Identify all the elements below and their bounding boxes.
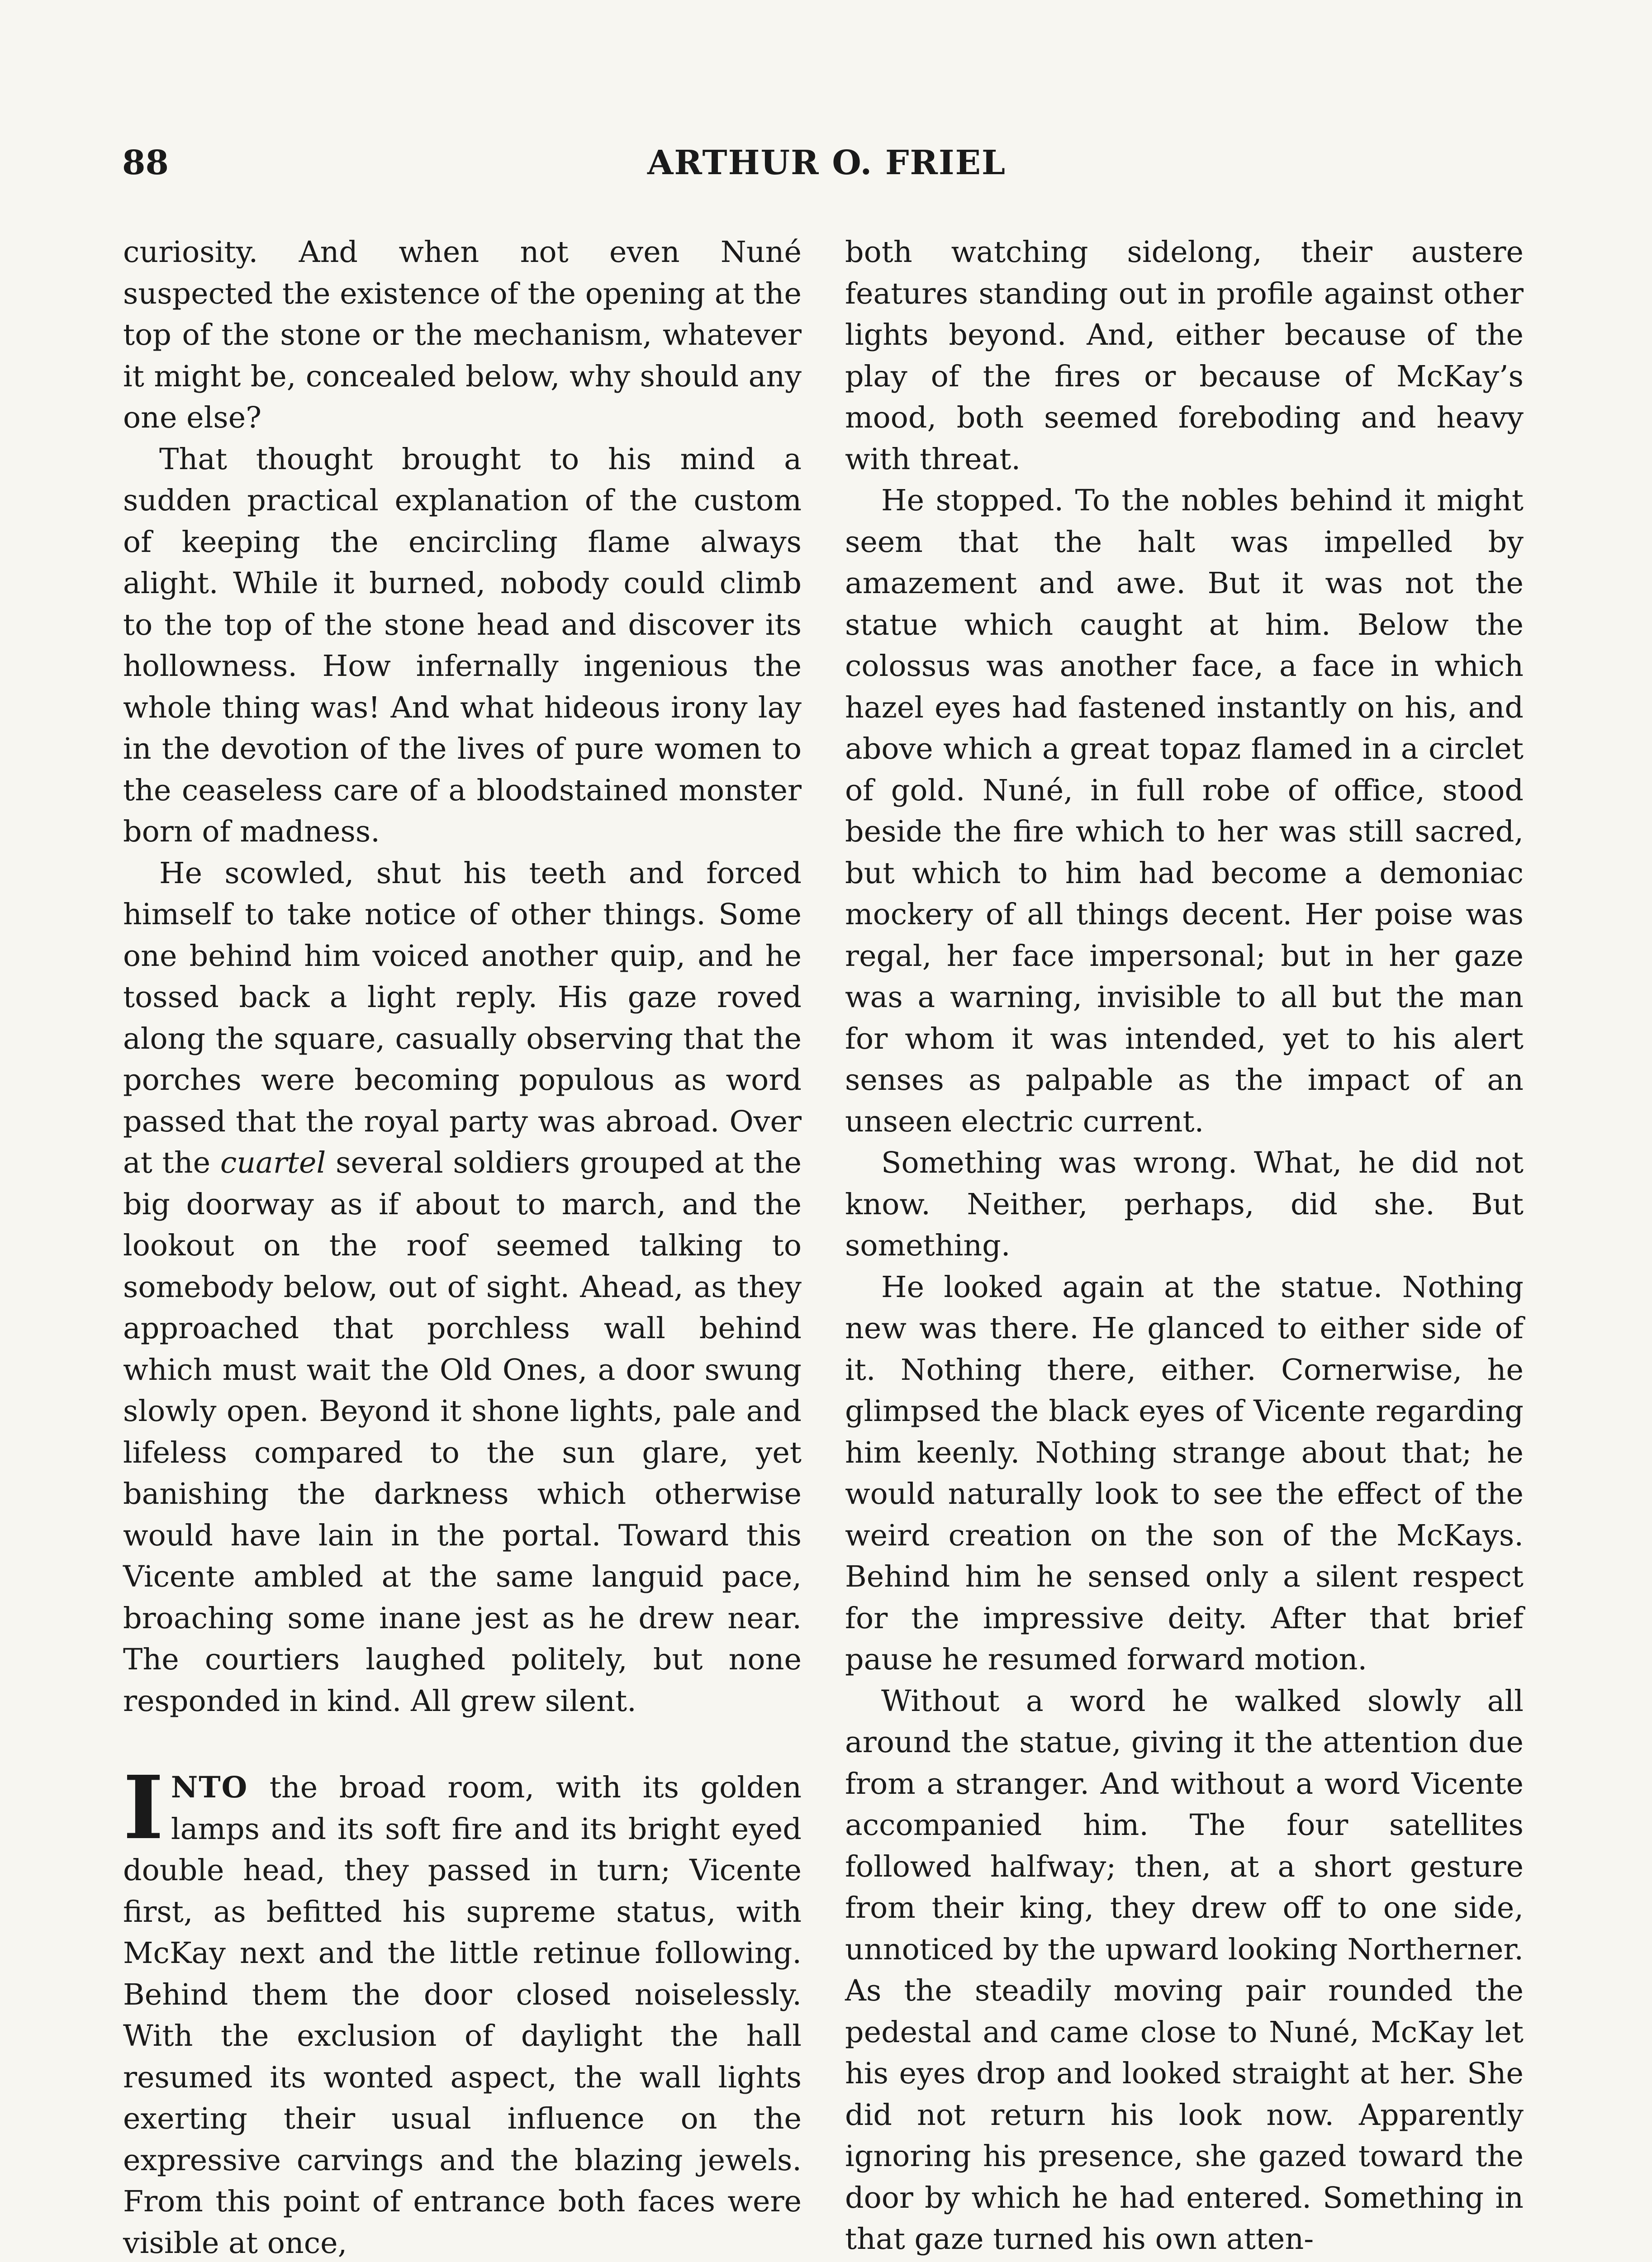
section-start-paragraph [123,1757,802,2262]
paragraph: both watching sidelong, their austere features standing out in profile against other lights beyond. And, either because of the play of the fires or because of McKay’s mood, both seemed foreboding and heavy with threat. [845,235,1524,476]
paragraph: curiosity. And when not even Nuné suspected the existence of the opening at the top of the stone or the mechanism, whatever it might be, concealed below, why should any one else? [123,235,802,435]
paragraph-text: several soldiers grouped at the big doorway as if about to march, and the lookout on the roof seemed talking to somebody below, out of sight. Ahead, as they approached that porchless wall behind which must wait the Old Ones, a door swung slowly open. Beyond it shone lights, pale and lifeless compared to the sun glare, yet banishing the darkness which otherwise would have lain in the portal. Toward this Vicente ambled at the same languid pace, broaching some inane jest as he drew near. The courtiers laughed politely, but none responded in kind. All grew silent. [123,1146,802,1718]
italic-word: cuartel [220,1146,326,1180]
running-head: ARTHUR O. FRIEL [647,143,1006,182]
paragraph: Something was wrong. What, he did not know. Neither, perhaps, did she. But something. [845,1146,1524,1263]
page-number: 88 [122,143,169,182]
paragraph [123,853,802,1722]
lead-word: NTO [171,1770,248,1805]
paragraph: He stopped. To the nobles behind it might seem that the halt was impelled by amazement and awe. But it was not the statue which caught at him. Below the colossus was another face, a face in which hazel eyes had fastened instantly on his, and above which a great topaz flamed in a circlet of gold. Nuné, in full robe of office, stood beside the fire which to her was still sacred, but which to him had become a demoniac mockery of all things decent. Her poise was regal, her face impersonal; but in her gaze was a warning, invisible to all but the man for whom it was intended, yet to his alert senses as palpable as the impact of an unseen electric current. [845,484,1524,1139]
paragraph-text: the broad room, with its golden lamps and its soft fire and its bright eyed double head, they passed in turn; Vicente first, as befitted his supreme status, with McKay next and the little retinue following. Behind them the door closed noiselessly. With the exclusion of daylight the hall resumed its wonted aspect, the wall lights exerting their usual influence on the expressive carvings and the blazing jewels. From this point of entrance both faces were visible at once, [123,1771,802,2260]
paragraph: He looked again at the statue. Nothing new was there. He glanced to either side of it. Nothing there, either. Cornerwise, he glimpsed the black eyes of Vicente regarding him keenly. Nothing strange about that; he would naturally look to see the effect of the weird creation on the son of the McKays. Behind him he sensed only a silent respect for the impressive deity. After that brief pause he resumed forward motion. [845,1270,1524,1677]
paragraph: That thought brought to his mind a sudden practical explanation of the custom of keeping the encircling flame always alight. While it burned, nobody could climb to the top of the stone head and discover its hollowness. How infernally ingenious the whole thing was! And what hideous irony lay in the devotion of the lives of pure women to the ceaseless care of a bloodstained monster born of madness. [123,442,802,849]
right-column [845,232,1524,2260]
paragraph-text: He scowled, shut his teeth and forced himself to take notice of other things. Some one behind him voiced another quip, and he tossed back a light reply. His gaze roved along the square, casually observing that the porches were becoming populous as word passed that the royal party was abroad. Over at the [123,856,802,1180]
drop-cap: I [123,1757,164,1859]
page-header [122,136,1531,190]
paragraph: Without a word he walked slowly all around the statue, giving it the attention due from a stranger. And without a word Vicente accompanied him. The four satellites followed halfway; then, at a short gesture from their king, they drew off to one side, unnoticed by the upward looking Northerner. As the steadily moving pair rounded the pedestal and came close to Nuné, McKay let his eyes drop and looked straight at her. She did not return his look now. Apparently ignoring his presence, she gazed toward the door by which he had entered. Something in that gaze turned his own atten- [845,1684,1524,2256]
left-column [123,232,802,2262]
